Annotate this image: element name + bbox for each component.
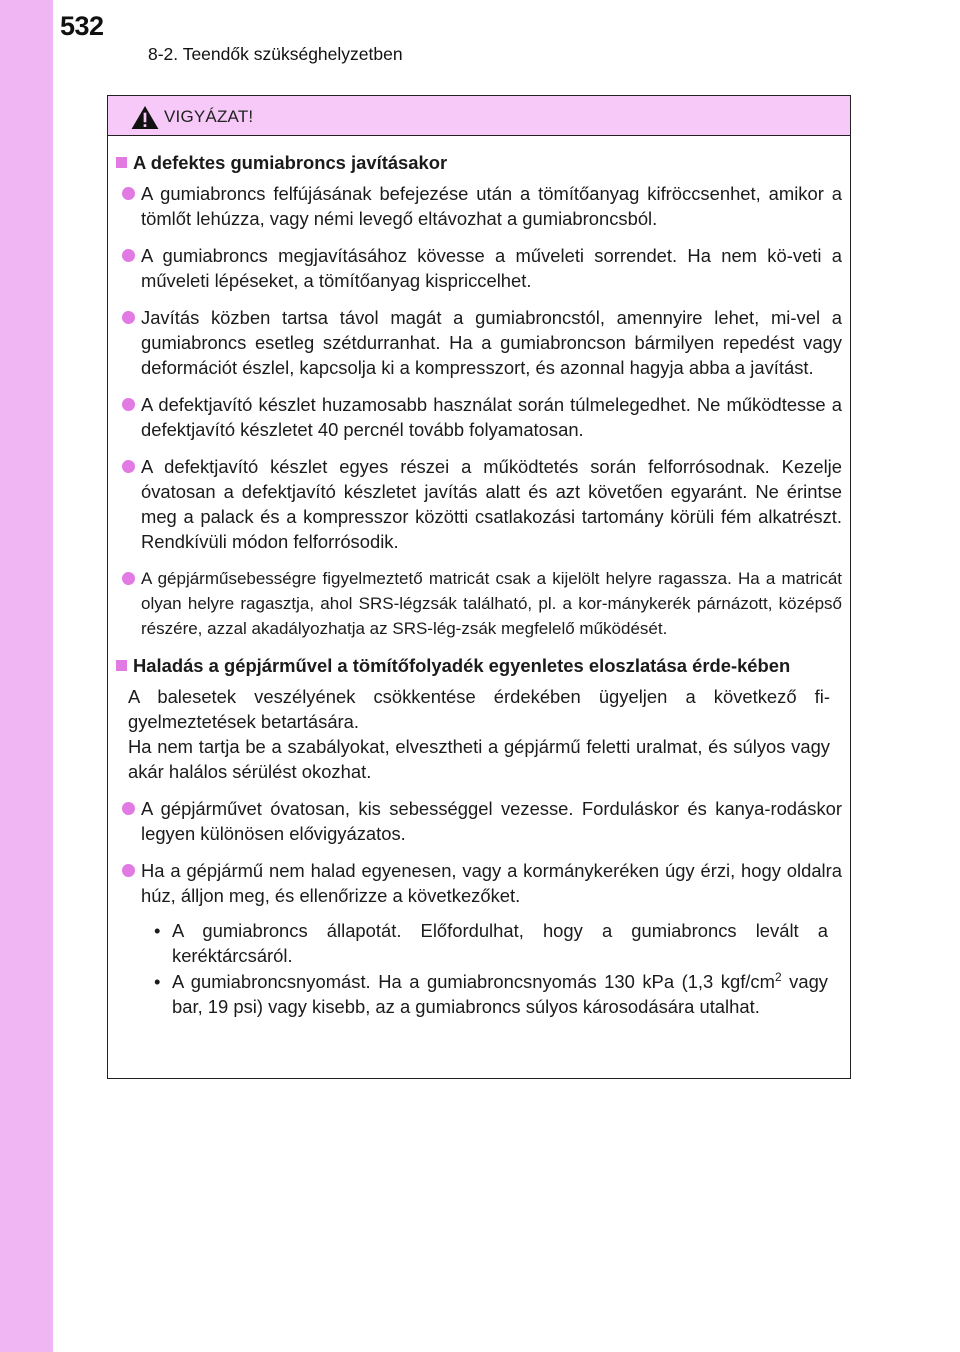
sub-list xyxy=(116,918,842,1019)
section-title: 8-2. Teendők szükséghelyzetben xyxy=(148,44,403,64)
circle-bullet-icon xyxy=(122,460,135,473)
side-tab-strip xyxy=(0,0,53,1352)
section-heading xyxy=(116,150,842,175)
superscript: 2 xyxy=(774,969,782,984)
list-item-text: A gumiabroncs megjavításához kövesse a műveleti sorrendet. Ha nem kö-veti a műveleti lépéseket, a tömítőanyag kispriccelhet. xyxy=(141,245,842,291)
list-item xyxy=(116,454,842,554)
list-item-text: A gépjárművet óvatosan, kis sebességgel vezesse. Forduláskor és kanya-rodáskor legyen különösen elővigyázatos. xyxy=(141,798,842,844)
circle-bullet-icon xyxy=(122,864,135,877)
caution-label: VIGYÁZAT! xyxy=(164,106,254,126)
sub-list-item xyxy=(154,969,828,1019)
bullet-glyph: • xyxy=(154,920,161,941)
sub-list-item-text xyxy=(172,969,828,1019)
warning-triangle-icon xyxy=(130,105,160,130)
pressure-text-start: A gumiabroncsnyomást. Ha a gumiabroncsnyomás 130 kPa (1,3 kgf/cm xyxy=(172,971,775,992)
paragraph xyxy=(116,684,842,734)
list-item-text: A defektjavító készlet egyes részei a működtetés során felforrósodnak. Kezelje óvatosan a defektjavító készletet javítás alatt és azt követően egyaránt. Ne érintse meg a palack és a kompresszor közötti csatlakozási tartomány körüli fém alkatrészt. Rendkívüli módon felforrósodik. xyxy=(141,456,842,552)
caution-body xyxy=(108,136,850,1019)
sub-list-item xyxy=(154,918,828,968)
section-heading xyxy=(116,653,842,678)
sub-list-item-text: A gumiabroncs állapotát. Előfordulhat, hogy a gumiabroncs levált a keréktárcsáról. xyxy=(172,920,828,966)
list-item xyxy=(116,858,842,908)
list-item-text: A defektjavító készlet huzamosabb használat során túlmelegedhet. Ne működtesse a defektjavító készletet 40 percnél tovább folyamatosan. xyxy=(141,394,842,440)
caution-header xyxy=(108,96,850,136)
page-number: 532 xyxy=(60,11,104,41)
list-item-text: Ha a gépjármű nem halad egyenesen, vagy a kormánykeréken úgy érzi, hogy oldalra húz, álljon meg, és ellenőrizze a következőket. xyxy=(141,860,842,906)
list-item xyxy=(116,392,842,442)
circle-bullet-icon xyxy=(122,311,135,324)
pressure-text-end: vagy bar, 19 psi) vagy kisebb, az a gumiabroncs súlyos károsodására utalhat. xyxy=(172,971,828,1017)
circle-bullet-icon xyxy=(122,398,135,411)
list-item xyxy=(116,181,842,231)
paragraph-text: Ha nem tartja be a szabályokat, elvesztheti a gépjármű feletti uralmat, és súlyos vagy akár halálos sérülést okozhat. xyxy=(128,736,830,782)
caution-box xyxy=(107,95,851,1079)
list-item-text: A gumiabroncs felfújásának befejezése után a tömítőanyag kifröccsenhet, amikor a tömlőt lehúzza, vagy némi levegő eltávozhat a gumiabroncsból. xyxy=(141,183,842,229)
bullet-glyph: • xyxy=(154,971,161,992)
list-item xyxy=(116,305,842,380)
circle-bullet-icon xyxy=(122,802,135,815)
list-item-text: A gépjárműsebességre figyelmeztető matricát csak a kijelölt helyre ragassza. Ha a matricát olyan helyre ragasztja, ahol SRS-légzsák található, pl. a kor-mánykerék párnázott, középső részére, azzal akadályozhatja az SRS-lég-zsák megfelelő működését. xyxy=(141,569,842,638)
paragraph-text: A balesetek veszélyének csökkentése érdekében ügyeljen a következő fi-gyelmeztetések betartására. xyxy=(128,686,830,732)
square-bullet-icon xyxy=(116,157,127,168)
heading-text: Haladás a gépjárművel a tömítőfolyadék egyenletes eloszlatása érde-kében xyxy=(133,655,791,676)
list-item-text: Javítás közben tartsa távol magát a gumiabroncstól, amennyire lehet, mi-vel a gumiabroncs esetleg szétdurranhat. Ha a gumiabroncson bármilyen repedést vagy deformációt észlel, kapcsolja ki a kompresszort, és azonnal hagyja abba a javítást. xyxy=(141,307,842,378)
square-bullet-icon xyxy=(116,660,127,671)
paragraph xyxy=(116,734,842,784)
circle-bullet-icon xyxy=(122,572,135,585)
circle-bullet-icon xyxy=(122,249,135,262)
circle-bullet-icon xyxy=(122,187,135,200)
list-item xyxy=(116,243,842,293)
list-item xyxy=(116,566,842,641)
list-item xyxy=(116,796,842,846)
heading-text: A defektes gumiabroncs javításakor xyxy=(133,152,448,173)
